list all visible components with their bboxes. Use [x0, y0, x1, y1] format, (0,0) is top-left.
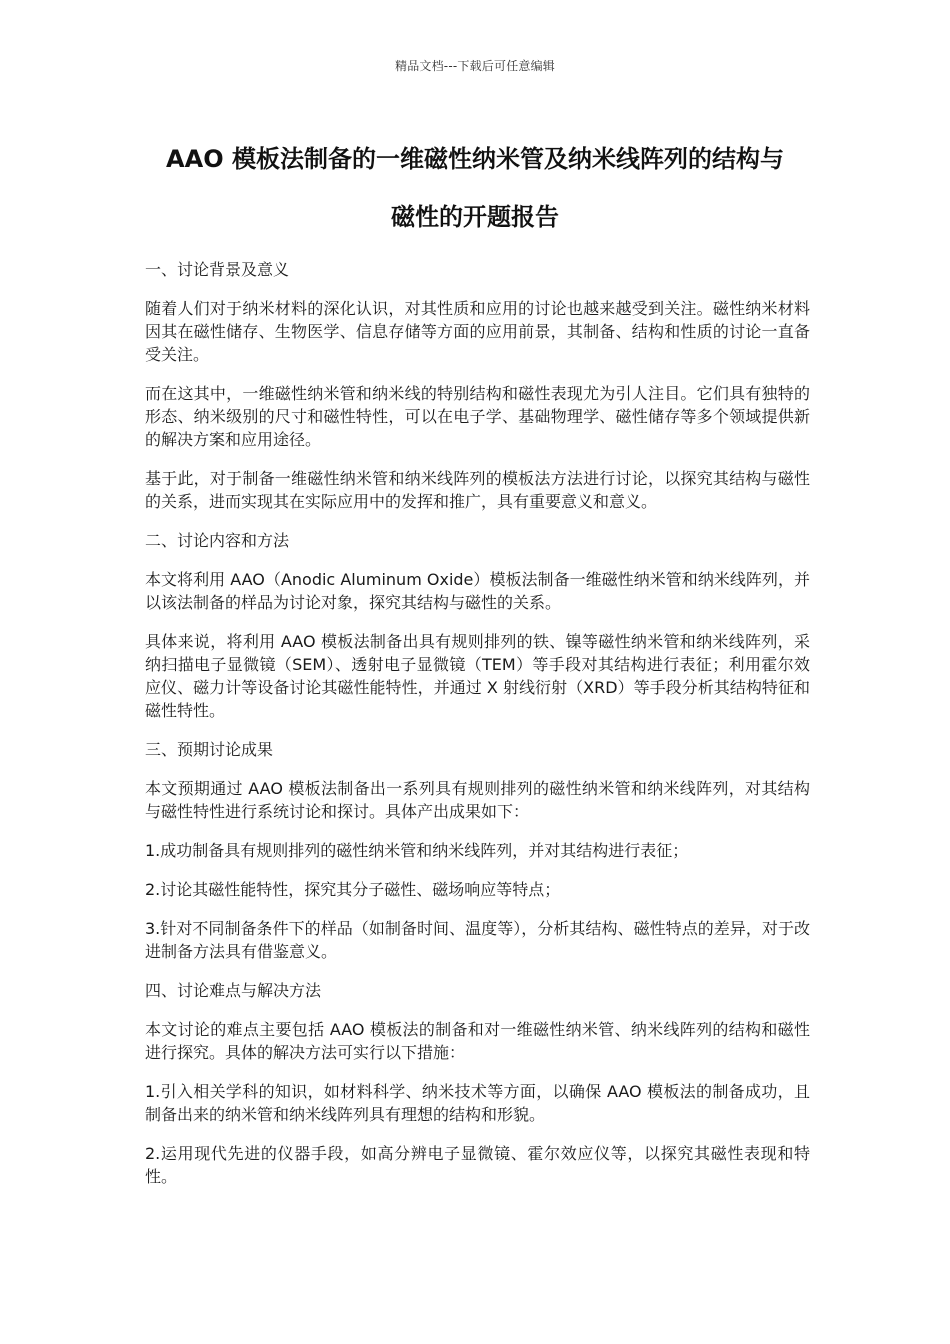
body-paragraph: 随着人们对于纳米材料的深化认识，对其性质和应用的讨论也越来越受到关注。磁性纳米材料因其在磁性储存、生物医学、信息存储等方面的应用前景，其制备、结构和性质的讨论一直备受关注。 — [145, 299, 810, 364]
section-heading: 三、预期讨论成果 — [145, 740, 274, 759]
list-item: 1.引入相关学科的知识，如材料科学、纳米技术等方面，以确保 AAO 模板法的制备成功，且制备出来的纳米管和纳米线阵列具有理想的结构和形貌。 — [145, 1082, 810, 1124]
list-item: 2.讨论其磁性能特性，探究其分子磁性、磁场响应等特点； — [145, 880, 561, 899]
body-paragraph: 本文将利用 AAO（Anodic Aluminum Oxide）模板法制备一维磁性纳米管和纳米线阵列，并以该法制备的样品为讨论对象，探究其结构与磁性的关系。 — [145, 570, 810, 612]
section-heading: 一、讨论背景及意义 — [145, 260, 290, 279]
body-paragraph: 本文讨论的难点主要包括 AAO 模板法的制备和对一维磁性纳米管、纳米线阵列的结构和磁性进行探究。具体的解决方法可实行以下措施： — [145, 1020, 810, 1062]
title-line-2: 磁性的开题报告 — [391, 203, 559, 231]
section-heading: 二、讨论内容和方法 — [145, 531, 290, 550]
body-paragraph: 具体来说，将利用 AAO 模板法制备出具有规则排列的铁、镍等磁性纳米管和纳米线阵列，采纳扫描电子显微镜（SEM）、透射电子显微镜（TEM）等手段对其结构进行表征；利用霍尔效应仪、磁力计等设备讨论其磁性能特性，并通过 X 射线衍射（XRD）等手段分析其结构特征和磁性特性。 — [145, 632, 810, 720]
body-paragraph: 而在这其中，一维磁性纳米管和纳米线的特别结构和磁性表现尤为引人注目。它们具有独特的形态、纳米级别的尺寸和磁性特性，可以在电子学、基础物理学、磁性储存等多个领域提供新的解决方案和应用途径。 — [145, 384, 810, 449]
header-note: 精品文档---下载后可任意编辑 — [395, 59, 555, 73]
document-body — [145, 258, 810, 1204]
body-paragraph: 本文预期通过 AAO 模板法制备出一系列具有规则排列的磁性纳米管和纳米线阵列，对其结构与磁性特性进行系统讨论和探讨。具体产出成果如下： — [145, 779, 810, 821]
section-heading: 四、讨论难点与解决方法 — [145, 981, 322, 1000]
list-item: 3.针对不同制备条件下的样品（如制备时间、温度等），分析其结构、磁性特点的差异，对于改进制备方法具有借鉴意义。 — [145, 919, 810, 961]
document-title — [120, 130, 830, 246]
body-paragraph: 基于此，对于制备一维磁性纳米管和纳米线阵列的模板法方法进行讨论，以探究其结构与磁性的关系，进而实现其在实际应用中的发挥和推广，具有重要意义和意义。 — [145, 469, 810, 511]
list-item: 2.运用现代先进的仪器手段，如高分辨电子显微镜、霍尔效应仪等，以探究其磁性表现和特性。 — [145, 1144, 810, 1186]
title-line-1: AAO 模板法制备的一维磁性纳米管及纳米线阵列的结构与 — [166, 145, 784, 173]
list-item: 1.成功制备具有规则排列的磁性纳米管和纳米线阵列，并对其结构进行表征； — [145, 841, 689, 860]
